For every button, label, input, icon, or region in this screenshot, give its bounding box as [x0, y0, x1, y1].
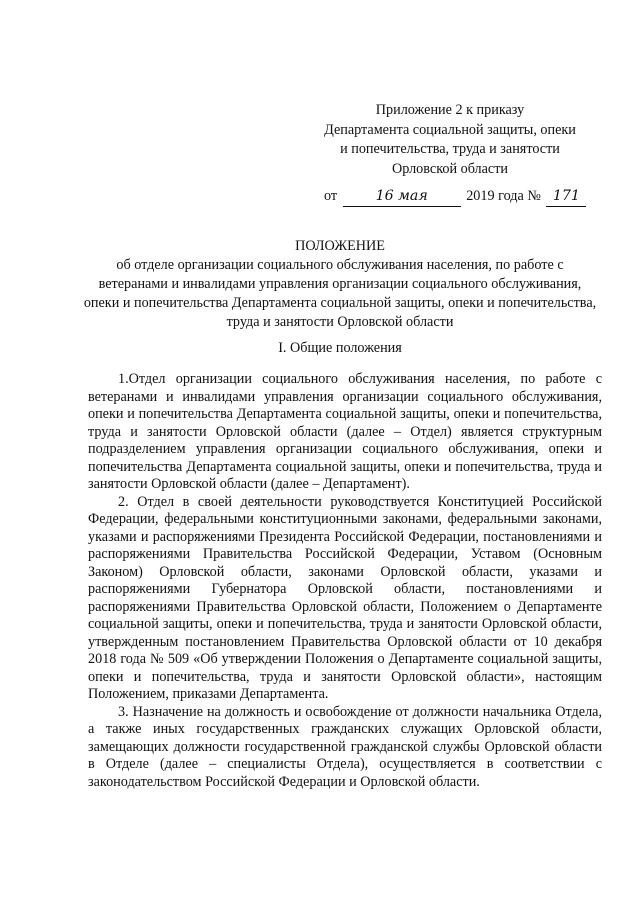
document-title: ПОЛОЖЕНИЕ [295, 238, 385, 254]
paragraph: 2. Отдел в своей деятельности руководствуется Конституцией Российской Федерации, федеральными конституционными законами, федеральными законами, указами и распоряжениями Президента Российской Федерации, постановлениями и распоряжениями Правительства Российской Федерации, Уставом (Основным Законом) Орловской области, законами Орловской области, указами и распоряжениями Губернатора Орловской области, постановлениями и распоряжениями Правительства Орловской области, Положением о Департаменте социальной защиты, опеки и попечительства, труда и занятости Орловской области, утвержденным постановлением Правительства Орловской области от 10 декабря 2018 года № 509 «Об утверждении Положения о Департаменте социальной защиты, опеки и попечительства, труда и занятости Орловской области», настоящим Положением, приказами Департамента. [88, 493, 602, 702]
section-title: I. Общие положения [278, 340, 402, 356]
order-year: 2019 года № [466, 188, 541, 204]
annex-line: Орловской области [391, 160, 509, 177]
annex-line: и попечительства, труда и занятости [340, 141, 560, 157]
paragraph: 1.Отдел организации социального обслуживания населения, по работе с ветеранами и инвалидами управления организации социального обслуживания, опеки и попечительства Департамента социальной защиты, опеки и попечительства, труда и занятости Орловской области (далее – Отдел) является структурным подразделением управления организации социального обслуживания, опеки и попечительства Департамента социальной защиты, опеки и попечительства, труда и занятости Орловской области (далее – Департамент). [88, 371, 602, 492]
annex-line: Департамента социальной защиты, опеки [324, 121, 576, 138]
paragraph: 3. Назначение на должность и освобождение от должности начальника Отдела, а также иных государственных гражданских служащих Орловской области, замещающих должности государственной гражданской службы Орловской области в Отделе (далее – специалисты Отдела), осуществляется в соответствии с законодательством Российской Федерации и Орловской области. [88, 703, 602, 790]
order-date-line [324, 186, 600, 207]
document-body [88, 371, 602, 791]
document-heading [80, 237, 600, 332]
order-prefix: от [324, 188, 338, 204]
document-subtitle: об отделе организации социального обслуживания населения, по работе с ветеранами и инвалидами управления организации социального обслуживания, опеки и попечительства Департамента социальной защиты, опеки и попечительства, труда и занятости Орловской области [83, 257, 597, 330]
annex-line: Приложение 2 к приказу [375, 102, 525, 118]
annex-block [300, 101, 600, 179]
handwritten-date: 16 мая [343, 186, 461, 207]
handwritten-number: 171 [546, 186, 586, 207]
